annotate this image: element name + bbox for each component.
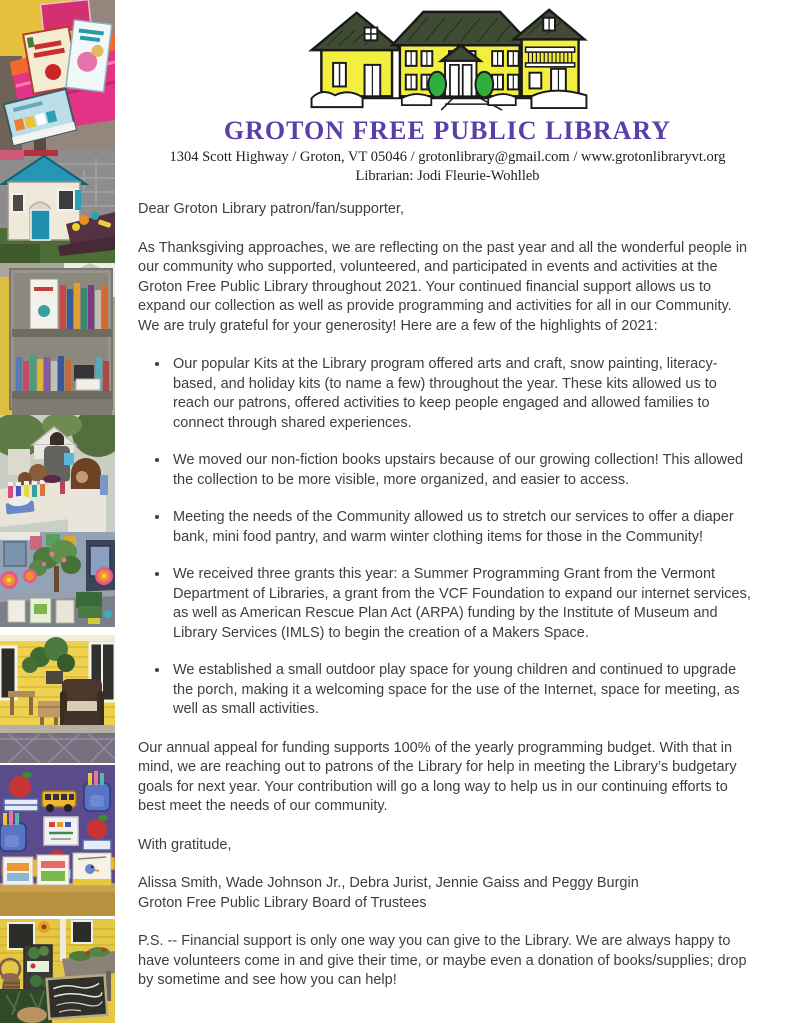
photo-collage-sidebar	[0, 0, 115, 1023]
signature-organization: Groton Free Public Library Board of Trustees	[138, 894, 427, 911]
highlight-item-grants: • We received three grants this year: a Summer Programming Grant from the Vermont Department of Libraries, a grant from the VCF Foundation to expand our internet services, as well as American Rescue Plan Act (ARPA) funding by the Institute of Museum and Library Services (IMLS) to begin the creation of a Makers Space.	[170, 565, 757, 643]
highlight-item-play-space: • We established a small outdoor play space for young children and continued to upgrade the porch, making it a welcoming space for the use of the Internet, space for meeting, as well as small activities.	[170, 661, 757, 720]
closing-line: With gratitude,	[138, 836, 232, 853]
appeal-paragraph: Our annual appeal for funding supports 100% of the yearly programming budget. With that in mind, we are reaching out to patrons of the Library for help in meeting the Library’s budgetary goals for next year. Your contribution will go a long way to help us in our continuing efforts to best meet the needs of our community.	[138, 739, 737, 814]
signature-names: Alissa Smith, Wade Johnson Jr., Debra Jurist, Jennie Gaiss and Peggy Burgin	[138, 875, 639, 891]
salutation: Dear Groton Library patron/fan/supporter,	[138, 201, 404, 217]
library-name-title: GROTON FREE PUBLIC LIBRARY	[223, 116, 672, 145]
letterhead	[138, 4, 757, 185]
library-building-icon	[303, 4, 593, 112]
address-line: 1304 Scott Highway / Groton, VT 05046 / grotonlibrary@gmail.com / www.grotonlibraryvt.org	[169, 149, 726, 165]
photo-flower-display-table	[0, 532, 115, 627]
library-building-illustration	[138, 4, 757, 112]
photo-farm-stand	[0, 919, 115, 1023]
letter-body	[138, 200, 757, 991]
photo-back-to-school-wall	[0, 765, 115, 916]
librarian-line: Librarian: Jodi Fleurie-Wohlleb	[355, 168, 540, 184]
photo-storybooks-bench	[0, 0, 115, 150]
highlight-item-kits: • Our popular Kits at the Library program offered arts and craft, snow painting, literacy-based, and holiday kits (to name a few) throughout the year. These kits allowed us to reach our patrons, offered activities to keep people engaged and allowed families to connect through shared experiences.	[170, 355, 757, 433]
postscript-paragraph: P.S. -- Financial support is only one way you can give to the Library. We are always happy to have volunteers come in and give their time, or maybe even a donation of books/supplies; drop by sometime and see how you can help!	[138, 933, 747, 988]
photo-outdoor-bookshelf	[0, 263, 115, 415]
intro-paragraph: As Thanksgiving approaches, we are reflecting on the past year and all the wonderful people in our community who supported, volunteered, and participated in events and activities at the Groton Free Public Library throughout 2021. Your continued financial support allows us to expand our collection as well as provide programming and activities for all in our Community. We are truly grateful for your generosity! Here are a few of the highlights of 2021:	[138, 239, 748, 334]
signature-block	[138, 874, 757, 913]
highlight-item-nonfiction: • We moved our non-fiction books upstairs because of our growing collection! This allowed the collection to be more visible, more organized, and easier to access.	[170, 451, 757, 490]
photo-playhouse	[0, 150, 115, 263]
photo-craft-activity	[0, 415, 115, 532]
letter-content	[115, 0, 790, 1023]
photo-library-porch	[0, 635, 115, 763]
highlight-item-community-needs: • Meeting the needs of the Community allowed us to stretch our services to offer a diaper bank, mini food pantry, and warm winter clothing items for those in the Community!	[170, 508, 757, 547]
highlights-list	[138, 355, 757, 720]
